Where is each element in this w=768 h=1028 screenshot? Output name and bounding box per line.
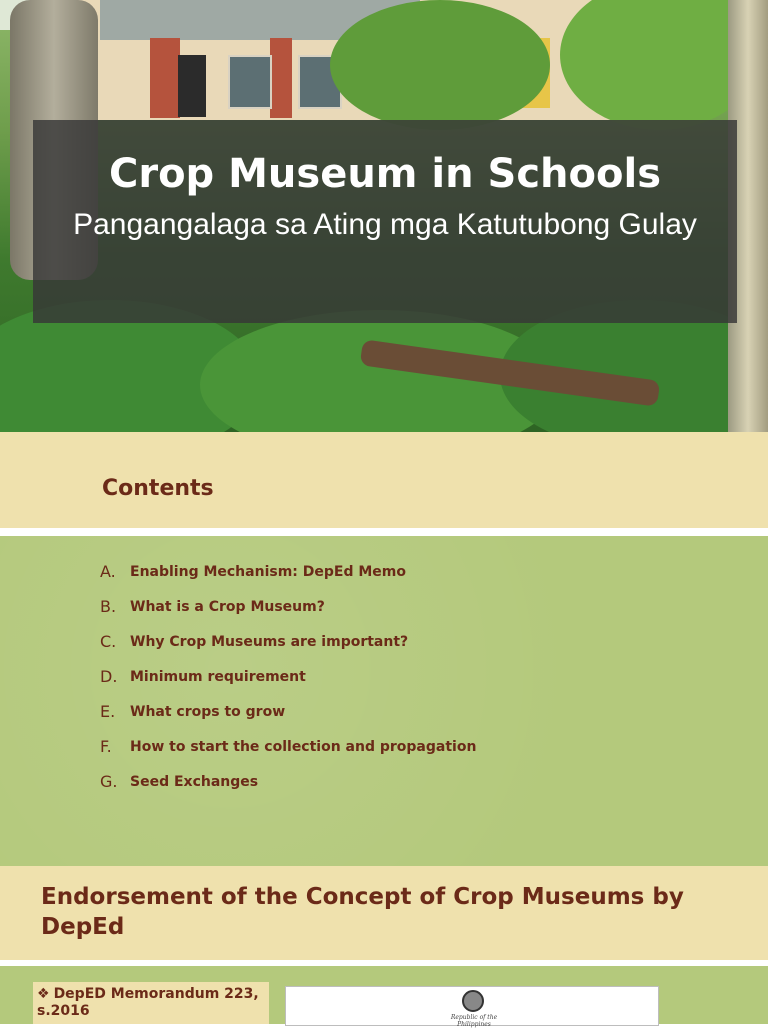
item-text: Seed Exchanges [130, 773, 259, 790]
item-text: What is a Crop Museum? [130, 598, 325, 615]
list-item [100, 554, 476, 589]
item-letter: A. [100, 562, 116, 581]
endorsement-header-band [0, 866, 768, 960]
item-letter: E. [100, 702, 116, 721]
building-window [228, 55, 272, 109]
memo-document-image [285, 986, 659, 1026]
endorsement-body [0, 966, 768, 1028]
contents-body [0, 536, 768, 866]
papaya-tree [330, 0, 550, 130]
building-pillar [150, 38, 180, 118]
contents-slide [0, 432, 768, 866]
deped-seal-icon [462, 990, 484, 1012]
endorsement-heading: Endorsement of the Concept of Crop Museums by DepEd [41, 884, 684, 940]
item-text: Minimum requirement [130, 668, 306, 685]
item-letter: C. [100, 632, 117, 651]
title-slide [0, 0, 768, 432]
item-text: Enabling Mechanism: DepEd Memo [130, 563, 406, 580]
item-letter: D. [100, 667, 118, 686]
diamond-bullet-icon: ❖ [37, 986, 50, 1002]
contents-header-band [0, 432, 768, 528]
building-pillar [270, 38, 292, 118]
list-item [100, 589, 476, 624]
contents-heading: Contents [102, 476, 214, 501]
item-text: How to start the collection and propagation [130, 738, 477, 755]
contents-list [100, 554, 476, 799]
item-letter: G. [100, 772, 118, 791]
slide-subtitle: Pangangalaga sa Ating mga Katutubong Gulay [73, 208, 697, 241]
item-text: What crops to grow [130, 703, 286, 720]
list-item [100, 729, 476, 764]
document-header-text: Republic of the Philippines [450, 1014, 498, 1028]
item-letter: F. [100, 737, 112, 756]
memo-label [37, 986, 265, 1020]
slide-title: Crop Museum in Schools [108, 151, 661, 197]
title-overlay [33, 120, 737, 323]
list-item [100, 624, 476, 659]
endorsement-slide [0, 866, 768, 1028]
item-letter: B. [100, 597, 117, 616]
building-door [178, 55, 206, 117]
list-item [100, 764, 476, 799]
memo-callout [33, 982, 269, 1024]
memo-text: DepED Memorandum 223, s.2016 [37, 986, 259, 1019]
item-text: Why Crop Museums are important? [130, 633, 409, 650]
list-item [100, 694, 476, 729]
list-item [100, 659, 476, 694]
